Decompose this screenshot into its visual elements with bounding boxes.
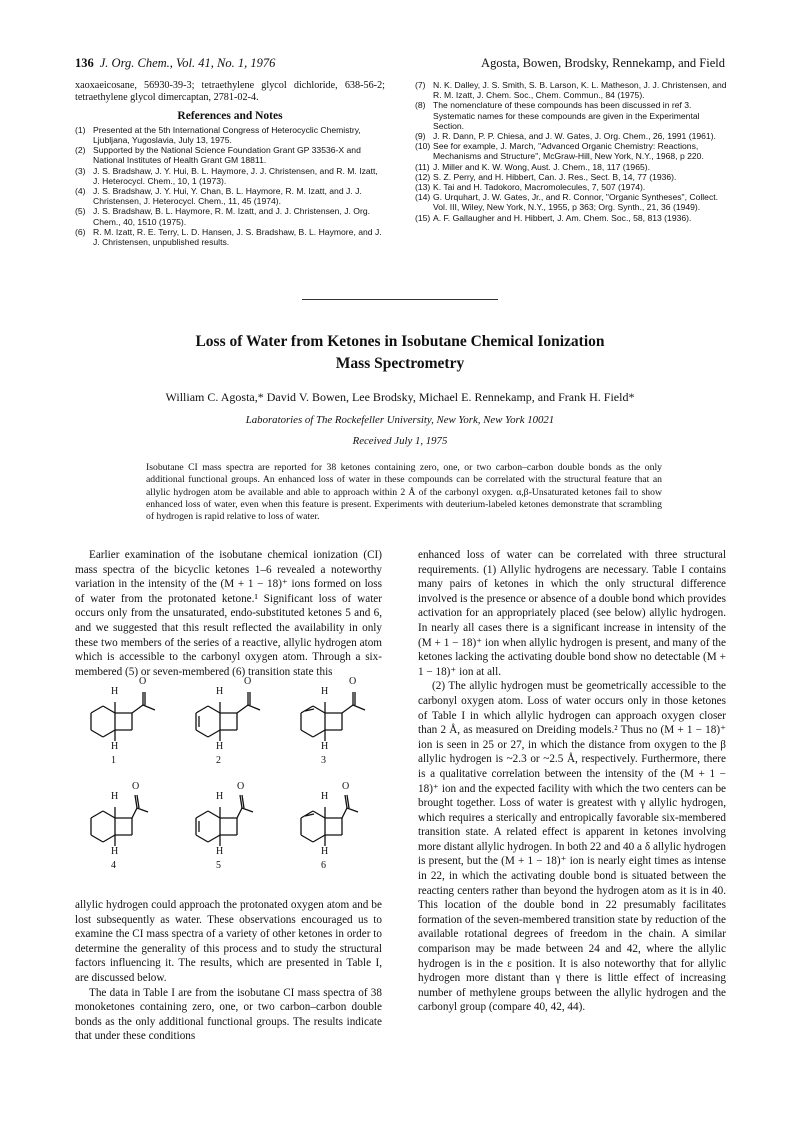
reference-item bbox=[415, 80, 727, 100]
body-left-bottom bbox=[75, 898, 382, 1044]
hydrogen-label-bottom: H bbox=[321, 741, 329, 752]
title-line-2: Mass Spectrometry bbox=[335, 355, 465, 372]
page-number: 136 bbox=[75, 56, 94, 70]
reference-text: S. Z. Perry, and H. Hibbert, Can. J. Res., Sect. B, 14, 77 (1936). bbox=[433, 171, 677, 182]
compound-number: 3 bbox=[321, 755, 326, 766]
reference-item bbox=[415, 182, 727, 192]
hydrogen-label-bottom: H bbox=[216, 741, 224, 752]
reference-item bbox=[415, 162, 727, 172]
reference-item bbox=[415, 192, 727, 212]
running-authors: Agosta, Bowen, Brodsky, Rennekamp, and Field bbox=[481, 56, 725, 70]
article-separator bbox=[302, 299, 498, 300]
reference-number: (15) bbox=[415, 212, 431, 223]
reference-number: (11) bbox=[415, 161, 430, 172]
abstract: Isobutane CI mass spectra are reported for 38 ketones containing zero, one, or two carbon–carbon double bonds as the only additional functional groups. An enhanced loss of water in these compounds can be correlated with the structural feature that an allylic hydrogen atom be available and able to approach within 2 Å of the carbonyl oxygen. α,β-Unsaturated ketones fail to show enhanced loss of water, even when this feature is present. Experiments with deuterium-labeled ketones demonstrate that scrambling of hydrogen is rapid relative to loss of water. bbox=[146, 462, 662, 523]
prev-article-right bbox=[415, 80, 727, 223]
compound-number: 5 bbox=[216, 860, 221, 871]
oxygen-label: O bbox=[139, 676, 147, 687]
reference-text: Supported by the National Science Foundation Grant GP 33536-X and National Institutes of Health Grant GM 18811. bbox=[93, 145, 361, 166]
hydrogen-label-top: H bbox=[321, 791, 329, 802]
structure-4 bbox=[85, 783, 165, 873]
hydrogen-label-top: H bbox=[321, 686, 329, 697]
reference-text: G. Urquhart, J. W. Gates, Jr., and R. Connor, "Organic Syntheses", Collect. Vol. III, Wiley, New York, N.Y., 1955, p 363; Org. Synth., 21, 36 (1949). bbox=[433, 192, 719, 213]
affiliation: Laboratories of The Rockefeller University, New York, New York 10021 bbox=[245, 414, 555, 426]
paragraph: (2) The allylic hydrogen must be geometrically accessible to the carbonyl oxygen atom. Loss of water occurs only in those ketones of Table I in which allylic hydrogen can approach oxygen closer than 2 Å, as measured on Dreiding models.² Thus no (M + 1 − 18)⁺ ion is seen in 25 or 27, in which the distance from oxygen to the β allylic hydrogen is ~2.3 or ~2.5 Å, respectively. Furthermore, there is a qualitative correlation between the intensity of the (M + 1 − 18)⁺ ion and the expected facility with which the two centers can be brought together. Loss of water is greatest with γ allylic hydrogen, which requires a sterically and entropically favorable six-membered transition state. A related effect is apparent in ketones involving more distant allylic hydrogen. In both 22 and 40 a δ allylic hydrogen is present, but the (M + 1 − 18)⁺ ion is nearly eight times as intense in 22, in which the activating double bond is situated between the reacting centers rather than beyond the hydrogen atom as it is in 40. This location of the double bond in 22 presumably facilitates formation of the seven-membered transition state by reduction of the available rotational degrees of freedom in the chain. A similar comparison may be made between 24 and 42, where the allylic hydrogen is in the ε position. It is also noteworthy that for allylic hydrogen more distant than γ there is little effect of increasing number of methylene groups between the allylic hydrogen and the carbonyl group (compare 40, 42, 44). bbox=[418, 680, 726, 1014]
structure-2 bbox=[190, 678, 270, 768]
reference-number: (14) bbox=[415, 192, 431, 203]
hydrogen-label-bottom: H bbox=[111, 741, 119, 752]
body-right bbox=[418, 548, 726, 1015]
references-right bbox=[415, 80, 727, 223]
reference-item bbox=[75, 166, 385, 186]
reference-number: (3) bbox=[75, 165, 86, 176]
article-title bbox=[120, 331, 680, 375]
journal-citation: J. Org. Chem., Vol. 41, No. 1, 1976 bbox=[99, 56, 276, 70]
oxygen-label: O bbox=[237, 781, 245, 792]
reference-item bbox=[75, 125, 385, 145]
reference-text: N. K. Dalley, J. S. Smith, S. B. Larson, K. L. Matheson, J. J. Christensen, and R. M. Izatt, J. Chem. Soc., Chem. Commun., 84 (1975). bbox=[433, 80, 727, 101]
compound-number: 6 bbox=[321, 860, 326, 871]
molecule-drawing bbox=[85, 783, 165, 873]
reference-text: R. M. Izatt, R. E. Terry, L. D. Hansen, J. S. Bradshaw, B. L. Haymore, and J. J. Christensen, unpublished results. bbox=[93, 226, 382, 248]
reference-text: J. S. Bradshaw, B. L. Haymore, R. M. Izatt, and J. J. Christensen, J. Org. Chem., 40, 1510 (1975). bbox=[93, 206, 371, 227]
hydrogen-label-top: H bbox=[111, 686, 119, 697]
title-line-1: Loss of Water from Ketones in Isobutane Chemical Ionization bbox=[195, 333, 605, 350]
paragraph: Earlier examination of the isobutane chemical ionization (CI) mass spectra of the bicyclic ketones 1–6 revealed a noteworthy variation in the intensity of the (M + 1 − 18)⁺ ions formed on loss of water from the protonated ketone.¹ Significant loss of water occurs only from the unsaturated, endo-substituted ketones 5 and 6, and we suggested that this result reflected the availability in only these two members of the series of a reactive, allylic hydrogen atom which is accessible to the carbonyl oxygen atom. Through a six-membered (5) or seven-membered (6) transition state this bbox=[75, 549, 382, 678]
structure-5 bbox=[190, 783, 270, 873]
reference-number: (2) bbox=[75, 145, 86, 156]
reference-number: (5) bbox=[75, 206, 86, 217]
oxygen-label: O bbox=[349, 676, 357, 687]
received-date: Received July 1, 1975 bbox=[352, 435, 448, 447]
reference-text: A. F. Gallaugher and H. Hibbert, J. Am. Chem. Soc., 58, 813 (1936). bbox=[433, 212, 692, 223]
reference-text: J. S. Bradshaw, J. Y. Hui, Y. Chan, B. L. Haymore, R. M. Izatt, and J. J. Christensen, J. Heterocycl. Chem., 11, 45 (1974). bbox=[93, 186, 362, 207]
molecule-drawing bbox=[190, 783, 270, 873]
molecule-drawing bbox=[190, 678, 270, 768]
reference-number: (6) bbox=[75, 226, 86, 237]
oxygen-label: O bbox=[244, 676, 252, 687]
reference-item bbox=[415, 213, 727, 223]
reference-item bbox=[415, 131, 727, 141]
prev-article-left bbox=[75, 80, 385, 247]
reference-item bbox=[75, 227, 385, 247]
structure-1 bbox=[85, 678, 165, 768]
reference-number: (8) bbox=[415, 100, 426, 111]
reference-text: J. S. Bradshaw, J. Y. Hui, B. L. Haymore, J. J. Christensen, and R. M. Izatt, J. Heterocycl. Chem., 10, 1 (1973). bbox=[93, 165, 378, 186]
hydrogen-label-bottom: H bbox=[216, 846, 224, 857]
structure-3 bbox=[295, 678, 375, 768]
paragraph: The data in Table I are from the isobutane CI mass spectra of 38 monoketones containing zero, one, or two carbon–carbon double bonds as the only additional functional groups. The results indicate that under these conditions bbox=[75, 986, 382, 1043]
reference-number: (9) bbox=[415, 131, 426, 142]
body-left-top bbox=[75, 548, 382, 679]
reference-item bbox=[415, 100, 727, 131]
references-left bbox=[75, 125, 385, 247]
structures-1-6 bbox=[75, 678, 382, 888]
oxygen-label: O bbox=[132, 781, 140, 792]
oxygen-label: O bbox=[342, 781, 350, 792]
reference-item bbox=[75, 145, 385, 165]
reference-text: See for example, J. March, "Advanced Organic Chemistry: Reactions, Mechanisms and Structure", McGraw-Hill, New York, N.Y., 1968, p 220. bbox=[433, 141, 704, 162]
registry-continuation: xaoxaeicosane, 56930-39-3; tetraethylene glycol dichloride, 638-56-2; tetraethylene glycol dimercaptan, 2781-02-4. bbox=[75, 80, 385, 104]
reference-text: K. Tai and H. Tadokoro, Macromolecules, 7, 507 (1974). bbox=[433, 182, 646, 193]
hydrogen-label-top: H bbox=[111, 791, 119, 802]
reference-number: (7) bbox=[415, 80, 426, 90]
reference-item bbox=[75, 186, 385, 206]
paragraph: enhanced loss of water can be correlated with three structural requirements. (1) Allylic hydrogens are necessary. Table I contains many pairs of ketones in which the only structural difference involved is the presence or absence of a double bond which provides activation for an appropriately placed (see below) allylic hydrogen. In nearly all cases there is a significant increase in intensity of the (M + 1 − 18)⁺ ion when allylic hydrogen is present, and many of the ketones lacking the activating double bond show no detectable (M + 1 − 18)⁺ ion at all. bbox=[418, 549, 726, 678]
structure-6 bbox=[295, 783, 375, 873]
reference-number: (1) bbox=[75, 124, 86, 135]
molecule-drawing bbox=[295, 678, 375, 768]
reference-text: The nomenclature of these compounds has been discussed in ref 3. Systematic names for these compounds are given in the Experimental Section. bbox=[433, 100, 700, 131]
reference-number: (13) bbox=[415, 182, 431, 193]
hydrogen-label-top: H bbox=[216, 791, 224, 802]
reference-number: (4) bbox=[75, 186, 86, 197]
reference-text: J. Miller and K. W. Wong, Aust. J. Chem., 18, 117 (1965). bbox=[433, 161, 651, 172]
hydrogen-label-bottom: H bbox=[321, 846, 329, 857]
molecule-drawing bbox=[295, 783, 375, 873]
compound-number: 1 bbox=[111, 755, 116, 766]
reference-text: J. R. Dann, P. P. Chiesa, and J. W. Gates, J. Org. Chem., 26, 1991 (1961). bbox=[433, 131, 716, 142]
reference-item bbox=[415, 141, 727, 161]
references-heading: References and Notes bbox=[177, 109, 283, 122]
molecule-drawing bbox=[85, 678, 165, 768]
hydrogen-label-bottom: H bbox=[111, 846, 119, 857]
reference-text: Presented at the 5th International Congress of Heterocyclic Chemistry, Ljubljana, Yugoslavia, July 13, 1975. bbox=[93, 124, 361, 146]
reference-item bbox=[75, 206, 385, 226]
compound-number: 4 bbox=[111, 860, 116, 871]
reference-number: (12) bbox=[415, 171, 431, 182]
reference-number: (10) bbox=[415, 141, 431, 152]
running-header bbox=[75, 56, 725, 71]
reference-item bbox=[415, 172, 727, 182]
hydrogen-label-top: H bbox=[216, 686, 224, 697]
authors: William C. Agosta,* David V. Bowen, Lee Brodsky, Michael E. Rennekamp, and Frank H. Field* bbox=[165, 390, 635, 404]
paragraph: allylic hydrogen could approach the protonated oxygen atom and be lost subsequently as water. These observations encouraged us to examine the CI mass spectra of a variety of other ketones in order to determine the generality of this process and to study the structural factors influencing it. The results, which are presented in Table I, are discussed below. bbox=[75, 899, 382, 984]
compound-number: 2 bbox=[216, 755, 221, 766]
